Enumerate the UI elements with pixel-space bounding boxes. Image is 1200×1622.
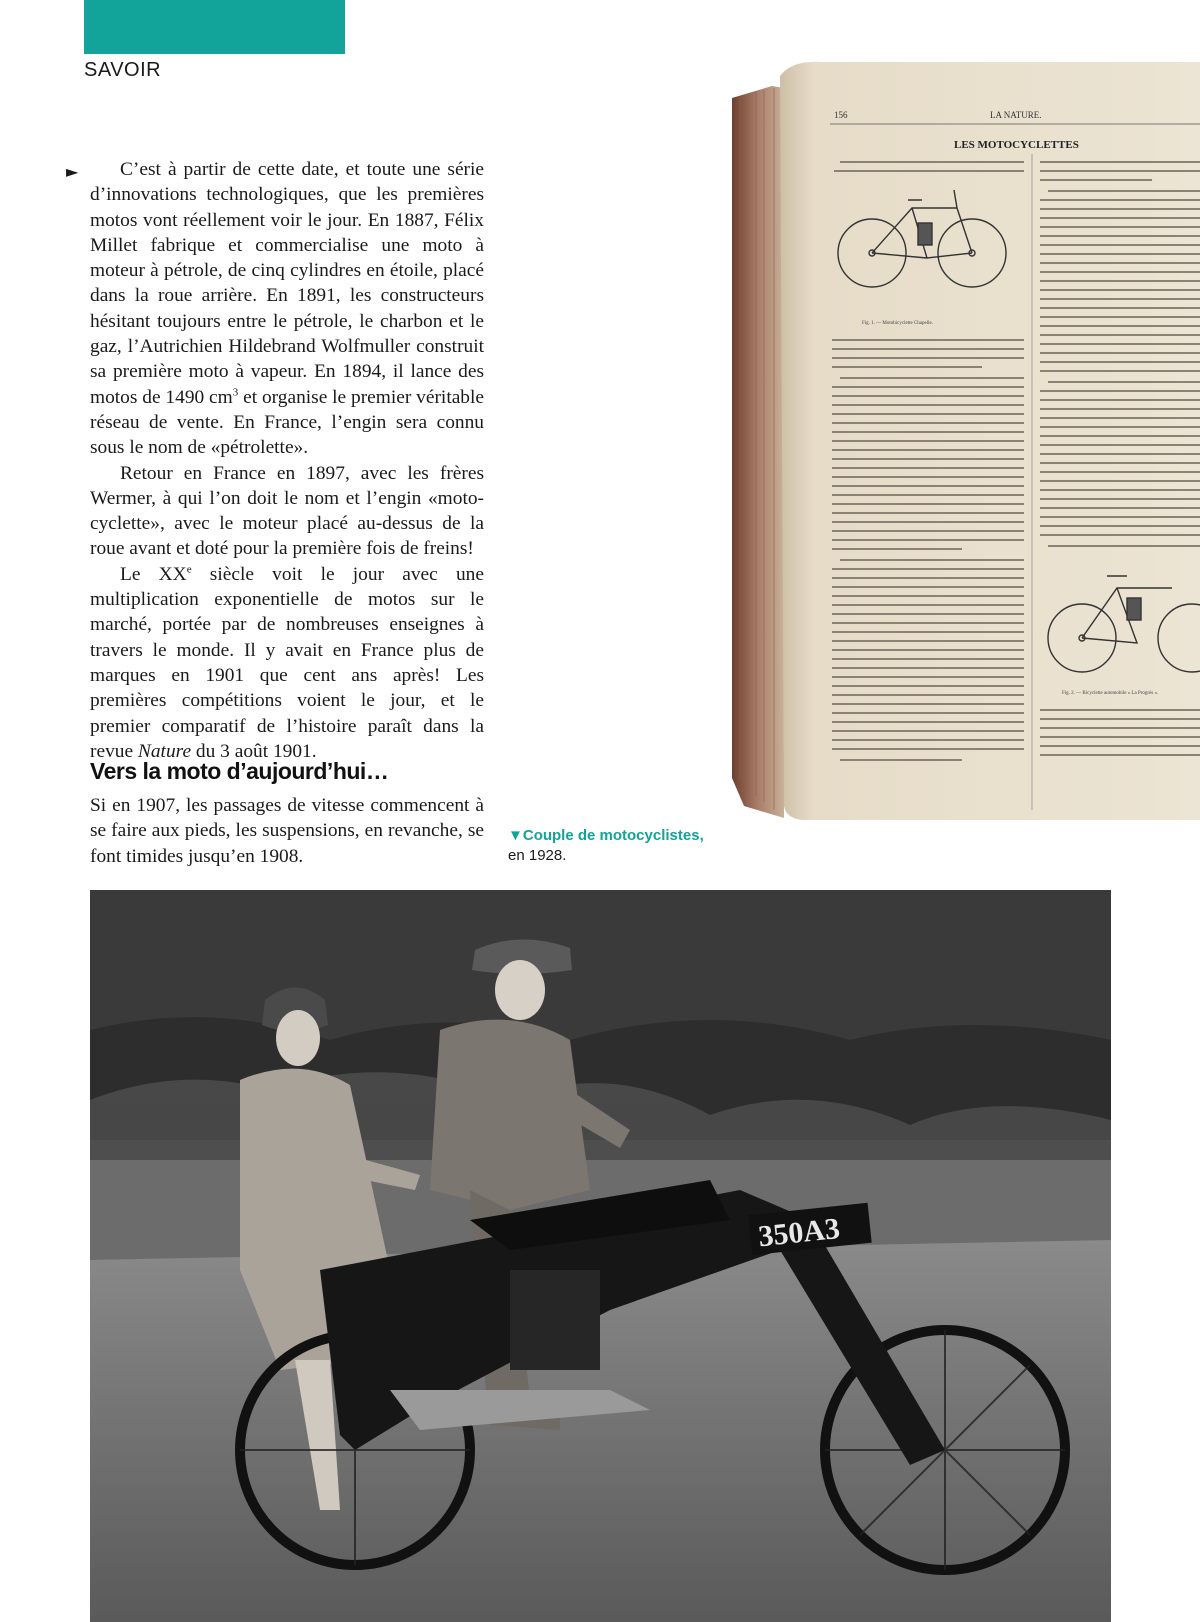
book-article-title: LES MOTOCYCLETTES (954, 139, 1079, 151)
book-photo (732, 58, 1200, 820)
section-subheading: Vers la moto d’aujourd’hui… (90, 758, 389, 784)
book-journal-title: LA NATURE. (990, 110, 1042, 120)
photo-caption: ▼Couple de motocyclistes, en 1928. (508, 827, 704, 864)
body-column (90, 157, 484, 764)
license-plate-text: 350A3 (756, 1211, 842, 1254)
book-figure-2-caption: Fig. 2. — Bicyclette automobile « La Progrès ». (1062, 691, 1159, 696)
paragraph-2: Retour en France en 1897, avec les frères Wermer, à qui l’on doit le nom et l’engin «moto-cyclette», avec le moteur placé au-dessus de la roue avant et doté pour la première fois de freins! (90, 462, 484, 560)
paragraph-3: Le XXe siècle voit le jour avec une multiplication exponentielle de motos sur le marché, portée par de nombreuses enseignes à travers le monde. Il y avait en France plus de marques en 1901 que cent ans après! Les premières compétitions voient le jour, et le premier comparatif de l’histoire paraît dans la revue Nature du 3 août 1901. (90, 563, 484, 762)
paragraph-4: Si en 1907, les passages de vitesse commencent à se faire aux pieds, les suspensions, en revanche, se font timides jusqu’en 1908. (90, 795, 484, 867)
book-figure-1-caption: Fig. 1. — Motobicyclette Chapelle. (862, 321, 933, 326)
motorcycle-photo (90, 890, 1111, 1622)
continuation-arrow-icon: ► (66, 162, 79, 181)
section-label: SAVOIR (84, 59, 162, 81)
book-page-number: 156 (834, 110, 848, 120)
header-band (84, 0, 345, 54)
body-column-2 (90, 793, 484, 869)
paragraph-1: C’est à partir de cette date, et toute une série d’innovations technologiques, que les premières motos vont réellement voir le jour. En 1887, Félix Millet fabrique et commercialise une moto à moteur à pétrole, de cinq cylindres en étoile, placé dans la roue arrière. En 1891, les constructeurs hésitant toujours entre le pétrole, le charbon et le gaz, l’Autrichien Hildebrand Wolfmuller construit sa première moto à vapeur. En 1894, il lance des motos de 1490 $cm^3$ et organise le premier véritable réseau de vente. En France, l’engin sera connu sous le nom de «pétrolette». (90, 159, 485, 459)
